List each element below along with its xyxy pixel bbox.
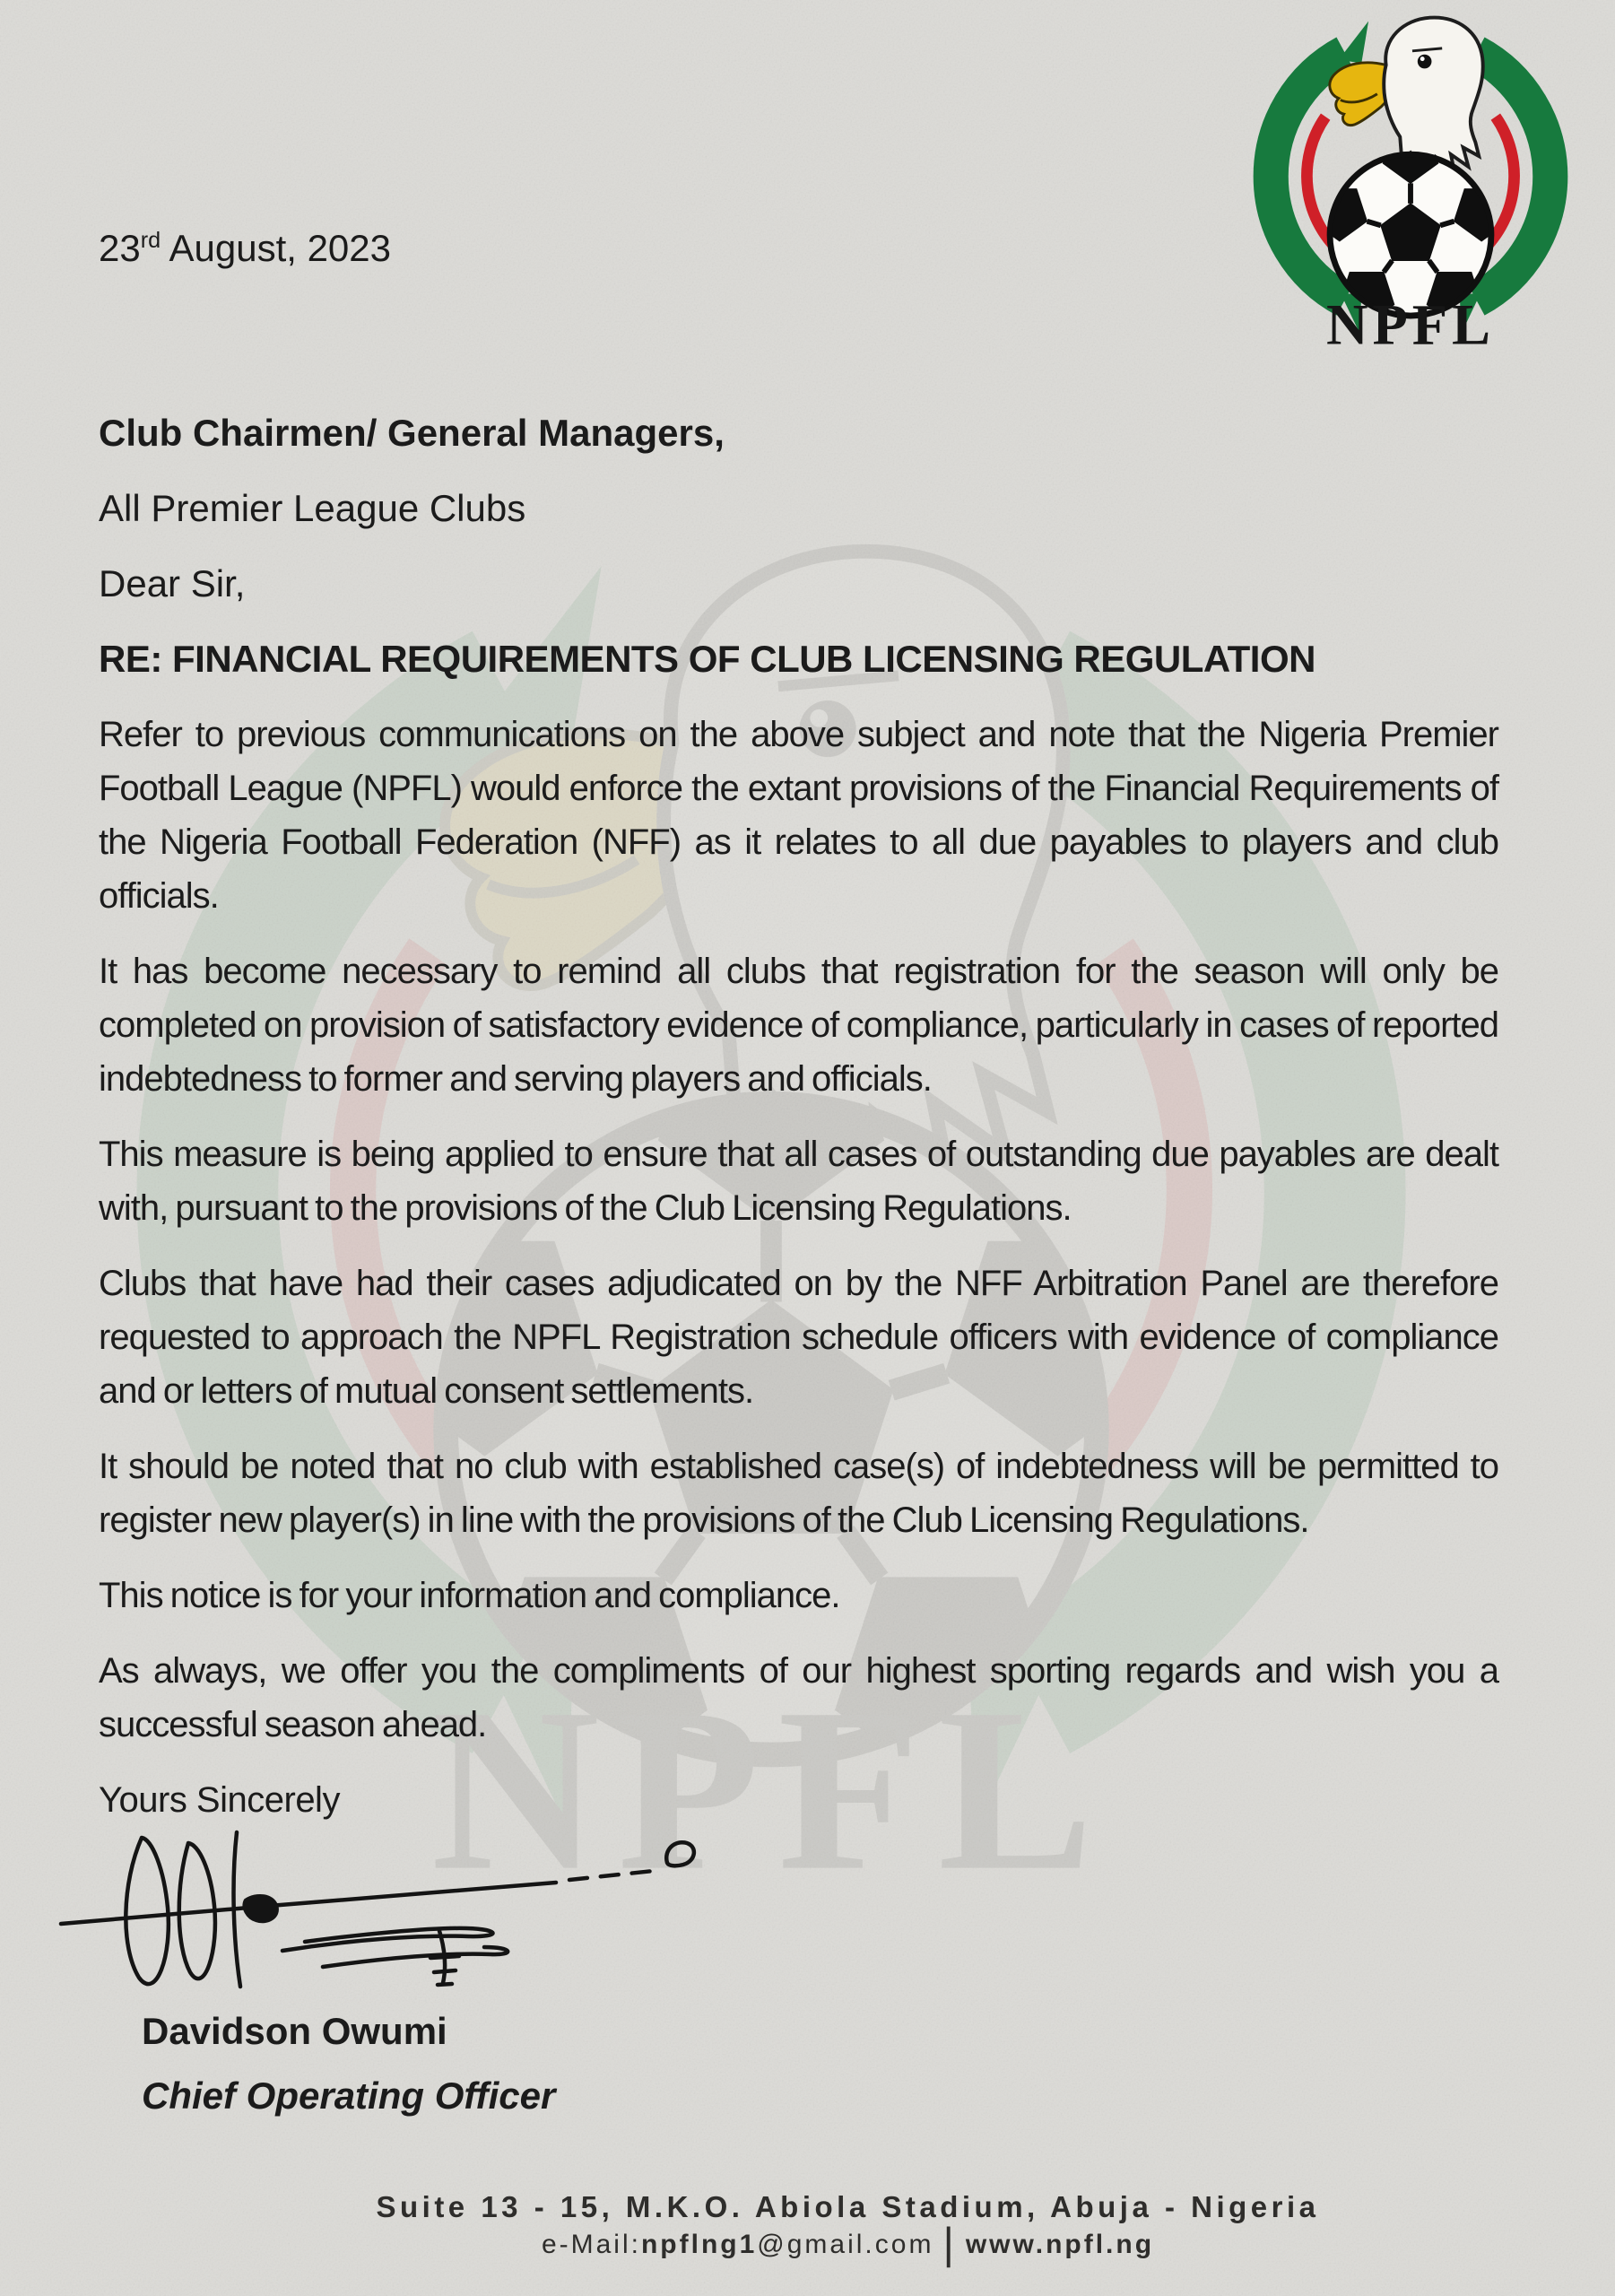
email-user: npflng1 bbox=[640, 2230, 758, 2259]
letter-paragraph: Clubs that have had their cases adjudicated on by the NFF Arbitration Panel are therefore requested to approach the NPFL Registration schedule officers with evidence of compliance and or letters of mutual consent settlements. bbox=[99, 1264, 1498, 1411]
letter-paragraph: This notice is for your information and compliance. bbox=[99, 1576, 840, 1615]
npfl-logo bbox=[1253, 5, 1568, 356]
email-label: e-Mail: bbox=[541, 2230, 641, 2259]
footer-address: Suite 13 - 15, M.K.O. Abiola Stadium, Abuja - Nigeria bbox=[376, 2190, 1320, 2223]
signer-title: Chief Operating Officer bbox=[142, 2074, 556, 2117]
addressee-line2: All Premier League Clubs bbox=[99, 487, 526, 529]
email-domain: @gmail.com bbox=[757, 2230, 934, 2259]
subject-line: RE: FINANCIAL REQUIREMENTS OF CLUB LICENSING REGULATION bbox=[99, 638, 1315, 680]
footer-contacts bbox=[40, 2220, 1615, 2268]
letterhead-footer bbox=[40, 2190, 1615, 2268]
signature-scribble bbox=[54, 1823, 699, 2003]
letter-paragraph: It should be noted that no club with established case(s) of indebtedness will be permitted to register new player(s) in line with the provisions of the Club Licensing Regulations. bbox=[99, 1447, 1498, 1540]
footer-website: www.npfl.ng bbox=[965, 2230, 1155, 2259]
date-ordinal: rd bbox=[140, 228, 161, 253]
date-rest: August, 2023 bbox=[161, 227, 392, 269]
addressee-title: Club Chairmen/ General Managers, bbox=[99, 412, 725, 454]
date-day: 23 bbox=[99, 227, 141, 269]
signer-name: Davidson Owumi bbox=[142, 2010, 447, 2052]
closing-line: Yours Sincerely bbox=[99, 1780, 340, 1820]
letter-paragraph: It has become necessary to remind all clubs that registration for the season will only be completed on provision of satisfactory evidence of compliance, particularly in cases of reported indebtedness to former and serving players and officials. bbox=[99, 952, 1498, 1099]
footer-separator: | bbox=[944, 2220, 955, 2268]
letter-paragraph: Refer to previous communications on the above subject and note that the Nigeria Premier Football League (NPFL) would enforce the extant provisions of the Financial Requirements of the Nigeria Football Federation (NFF) as it relates to all due payables to players and club officials. bbox=[99, 715, 1498, 916]
letter-paragraph: As always, we offer you the compliments of our highest sporting regards and wish you a successful season ahead. bbox=[99, 1651, 1498, 1744]
letter-paragraph: This measure is being applied to ensure that all cases of outstanding due payables are dealt with, pursuant to the provisions of the Club Licensing Regulations. bbox=[99, 1135, 1498, 1228]
salutation: Dear Sir, bbox=[99, 562, 246, 604]
